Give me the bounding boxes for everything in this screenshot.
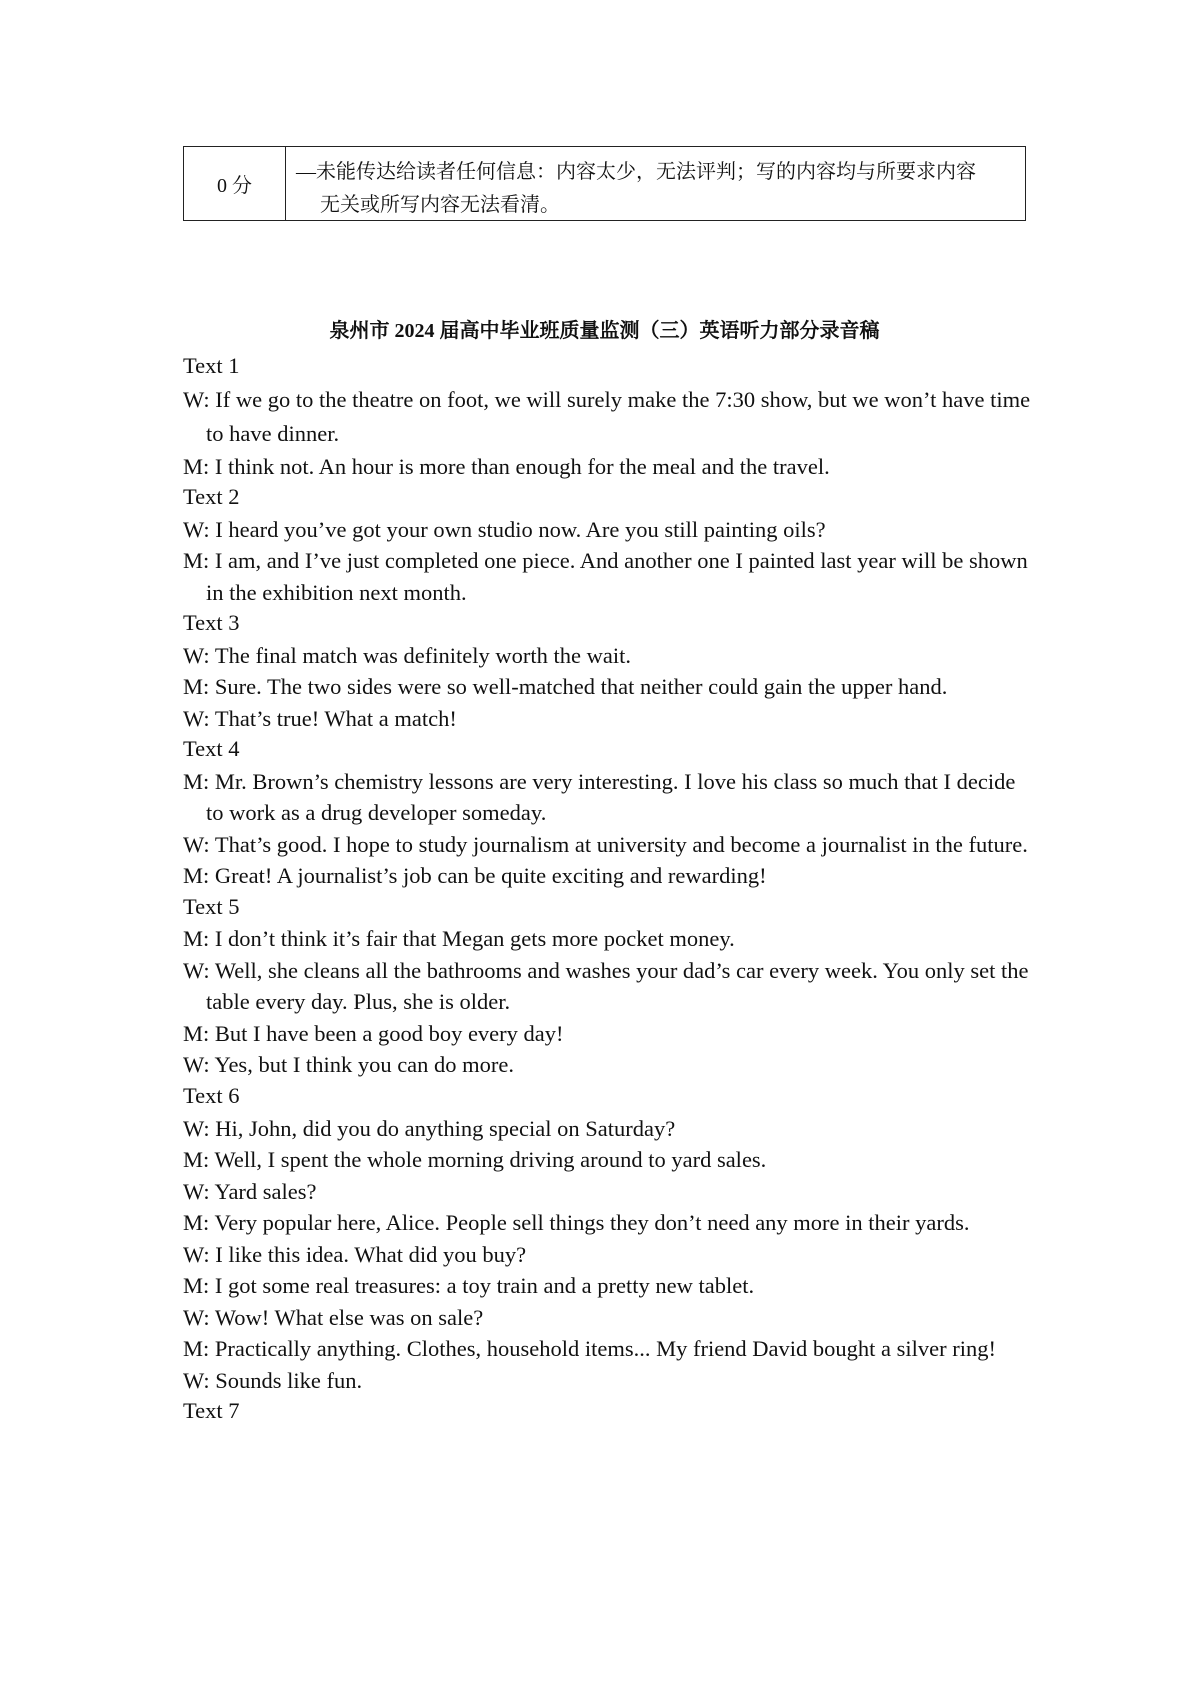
document-title: 泉州市 2024 届高中毕业班质量监测（三）英语听力部分录音稿 [329,320,880,342]
utterance-text: If we go to the theatre on foot, we will surely make the 7:30 show, but we won’t have time to have dinner. [206,386,1031,446]
speaker-label: W: [183,1241,210,1267]
speaker-label: W: [183,831,210,857]
speaker-label: M: [183,548,210,574]
speaker-label: M: [183,926,210,952]
speaker-label: W: [183,1178,210,1204]
speaker-label: M: [183,863,210,889]
utterance-text: I got some real treasures: a toy train and a pretty new tablet. [214,1273,755,1299]
dialogue-line [183,1049,1033,1081]
utterance-text: Mr. Brown’s chemistry lessons are very interesting. I love his class so much that I decide to work as a drug developer someday. [206,768,1016,826]
score-cell: 0 分 [184,147,286,220]
utterance-text: Well, she cleans all the bathrooms and washes your dad’s car every week. You only set the table every day. Plus, she is older. [206,957,1029,1015]
speaker-label: M: [183,1273,210,1299]
dialogue-line [183,1270,1033,1302]
utterance-text: I am, and I’ve just completed one piece. And another one I painted last year will be shown in the exhibition next month. [206,548,1028,605]
utterance-text: Great! A journalist’s job can be quite exciting and rewarding! [214,863,767,889]
utterance-text: Wow! What else was on sale? [214,1304,484,1330]
utterance-text: Very popular here, Alice. People sell things they don’t need any more in their yards. [214,1210,970,1236]
utterance-text: I think not. An hour is more than enough for the meal and the travel. [214,453,830,479]
dialogue-line [183,640,1033,672]
speaker-label: W: [183,1304,210,1330]
speaker-label: W: [183,957,210,983]
utterance-text: Sounds like fun. [215,1367,363,1393]
utterance-text: I like this idea. What did you buy? [215,1241,527,1267]
score-description [286,147,1025,220]
utterance-text: I don’t think it’s fair that Megan gets more pocket money. [214,926,735,952]
dialogue-line [183,1333,1033,1365]
dialogue-line [183,1365,1033,1397]
text-heading: Text 4 [183,736,240,762]
dialogue-line [183,1302,1033,1334]
dialogue-line [183,514,1033,546]
speaker-label: W: [183,705,210,731]
dialogue-line [183,923,1033,955]
transcript [183,351,1033,1428]
text-heading: Text 7 [183,1398,240,1424]
dialogue-line [183,1018,1033,1050]
score-description-line: 无关或所写内容无法看清。 [320,194,560,216]
speaker-label: M: [183,1336,210,1362]
dialogue-line [183,383,1033,451]
speaker-label: M: [183,453,210,479]
dialogue-line [183,703,1033,735]
dialogue-line [183,1207,1033,1239]
score-description-line: —未能传达给读者任何信息：内容太少，无法评判；写的内容均与所要求内容 [296,161,976,183]
speaker-label: M: [183,768,210,794]
dialogue-line [183,451,1033,483]
scoring-table [183,146,1026,221]
text-heading: Text 5 [183,893,240,919]
speaker-label: W: [183,1115,210,1141]
dialogue-line [183,1239,1033,1271]
speaker-label: M: [183,1210,210,1236]
speaker-label: W: [183,516,210,542]
utterance-text: Well, I spent the whole morning driving around to yard sales. [214,1147,767,1173]
utterance-text: That’s true! What a match! [214,705,457,731]
dialogue-line [183,1113,1033,1145]
dialogue-line [183,860,1033,892]
dialogue-line [183,671,1033,703]
utterance-text: That’s good. I hope to study journalism at university and become a journalist in the future. [214,831,1028,857]
speaker-label: M: [183,1147,210,1173]
speaker-label: W: [183,642,210,668]
utterance-text: Yes, but I think you can do more. [214,1052,515,1078]
utterance-text: Hi, John, did you do anything special on Saturday? [215,1115,676,1141]
utterance-text: But I have been a good boy every day! [214,1020,564,1046]
speaker-label: M: [183,1020,210,1046]
text-heading: Text 1 [183,353,240,378]
dialogue-line [183,1144,1033,1176]
text-heading: Text 2 [183,484,240,510]
text-heading: Text 3 [183,610,240,636]
utterance-text: Yard sales? [214,1178,317,1204]
utterance-text: The final match was definitely worth the wait. [214,642,631,668]
speaker-label: W: [183,386,210,412]
utterance-text: Sure. The two sides were so well-matched that neither could gain the upper hand. [214,674,948,700]
dialogue-line [183,829,1033,861]
dialogue-line [183,766,1033,829]
utterance-text: I heard you’ve got your own studio now. Are you still painting oils? [215,516,826,542]
speaker-label: W: [183,1052,210,1078]
speaker-label: W: [183,1367,210,1393]
text-heading: Text 6 [183,1082,240,1108]
dialogue-line [183,1176,1033,1208]
dialogue-line [183,955,1033,1018]
dialogue-line [183,545,1033,608]
speaker-label: M: [183,674,210,700]
utterance-text: Practically anything. Clothes, household items... My friend David bought a silver ring! [214,1336,997,1362]
